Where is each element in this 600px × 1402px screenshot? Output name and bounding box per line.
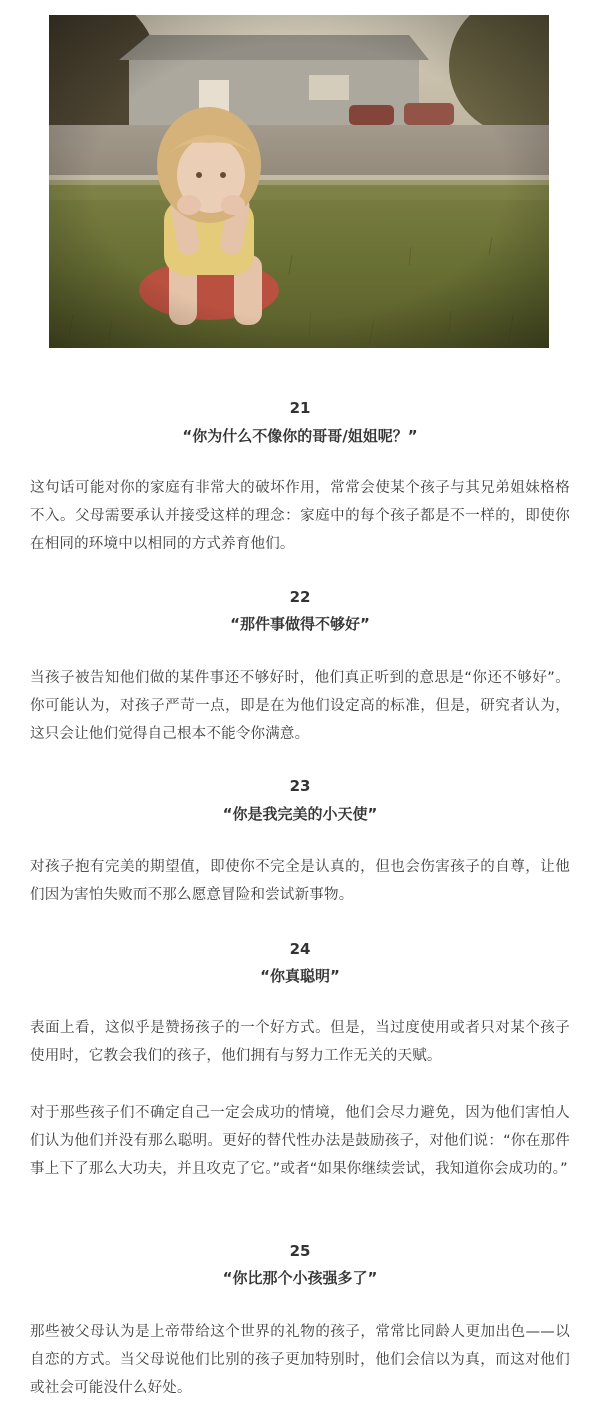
section-number: 21 [289,399,311,417]
section-paragraph: 对孩子抱有完美的期望值，即使你不完全是认真的，但也会伤害孩子的自尊，让他们因为害怕失败而不那么愿意冒险和尝试新事物。 [30,859,570,903]
article-photo [49,15,549,348]
section-title: “你比那个小孩强多了” [222,1269,378,1287]
section-paragraph: 表面上看，这似乎是赞扬孩子的一个好方式。但是，当过度使用或者只对某个孩子使用时，它教会我们的孩子，他们拥有与努力工作无关的天赋。 [30,1020,570,1064]
section-paragraph: 对于那些孩子们不确定自己一定会成功的情境，他们会尽力避免，因为他们害怕人们认为他们并没有那么聪明。更好的替代性办法是鼓励孩子，对他们说：“你在那件事上下了那么大功夫，并且攻克了它。”或者“如果你继续尝试，我知道你会成功的。” [30,1105,570,1177]
section-number: 24 [289,940,311,958]
section-number: 23 [289,777,311,795]
section-title: “你为什么不像你的哥哥/姐姐呢？” [182,427,418,445]
section-title: “那件事做得不够好” [230,615,370,633]
girl-on-grass-photo [49,15,549,348]
section-paragraph: 那些被父母认为是上帝带给这个世界的礼物的孩子，常常比同龄人更加出色——以自恋的方式。当父母说他们比别的孩子更加特别时，他们会信以为真，而这对他们或社会可能没什么好处。 [30,1324,570,1396]
section-paragraph: 当孩子被告知他们做的某件事还不够好时，他们真正听到的意思是“你还不够好”。你可能认为，对孩子严苛一点，即是在为他们设定高的标准，但是，研究者认为，这只会让他们觉得自己根本不能令你满意。 [30,670,570,742]
section-number: 25 [289,1242,311,1260]
section-title: “你真聪明” [260,967,340,985]
section-number: 22 [289,588,311,606]
section-title: “你是我完美的小天使” [222,805,378,823]
section-paragraph: 这句话可能对你的家庭有非常大的破坏作用，常常会使某个孩子与其兄弟姐妹格格不入。父母需要承认并接受这样的理念：家庭中的每个孩子都是不一样的，即使你在相同的环境中以相同的方式养育他们。 [30,480,570,552]
